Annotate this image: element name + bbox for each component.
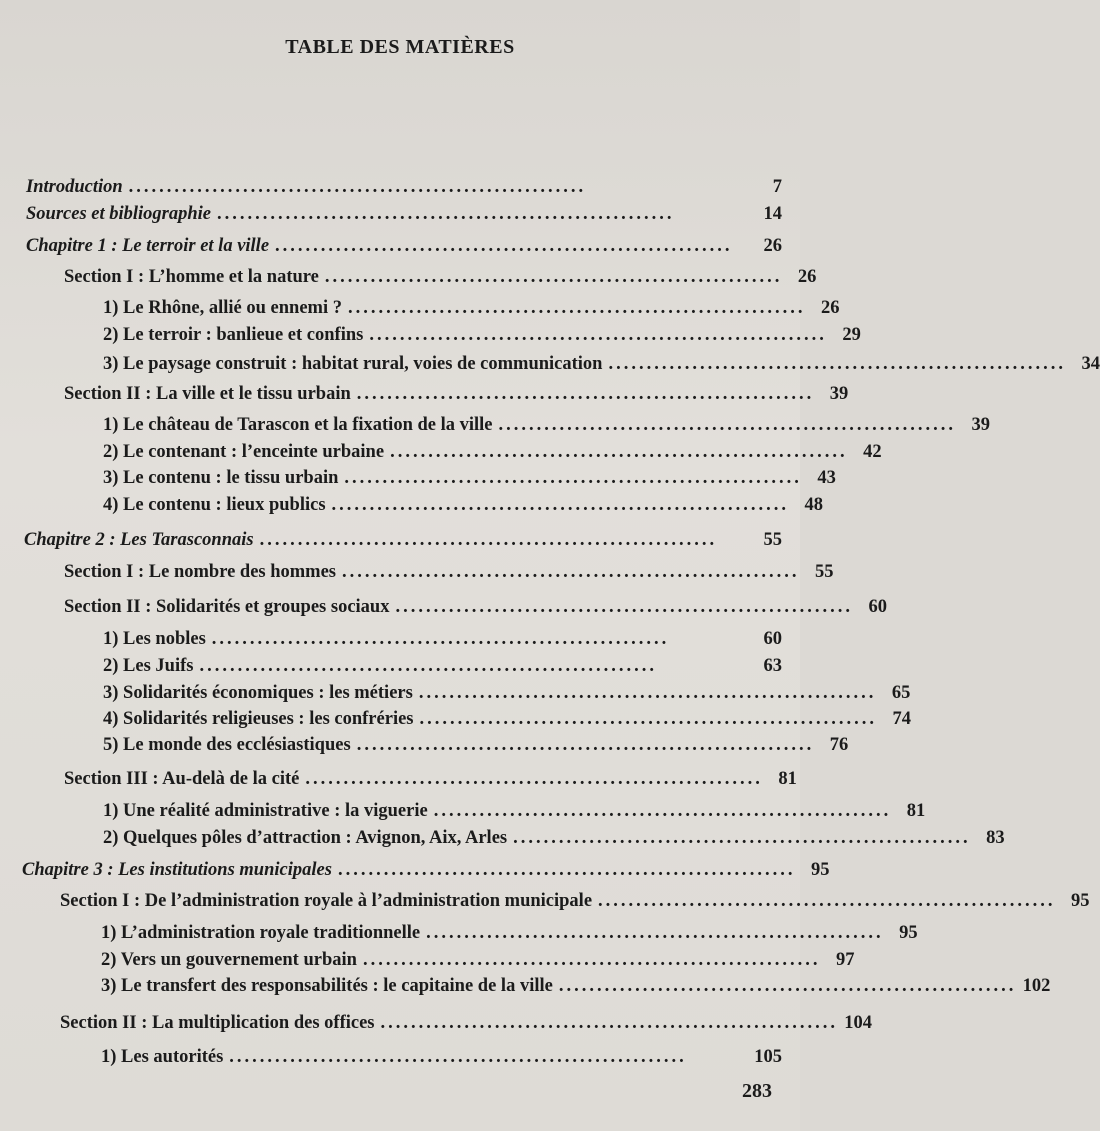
leader-dots: ............................................................ — [419, 709, 877, 729]
toc-entry-page: 26 — [820, 298, 840, 318]
toc-section — [64, 266, 817, 288]
toc-entry-label: Section III : Au-delà de la cité — [64, 769, 300, 789]
toc-item — [103, 353, 1100, 375]
toc-item — [103, 655, 782, 677]
toc-item — [103, 800, 926, 822]
leader-dots: ............................................................ — [331, 495, 790, 515]
toc-item — [103, 708, 911, 730]
leader-dots: ............................................................ — [433, 801, 892, 821]
toc-entry-label: 5) Le monde des ecclésiastiques — [103, 735, 351, 755]
toc-entry-label: 2) Le contenant : l’enceinte urbaine — [103, 442, 385, 462]
toc-entry-page: 60 — [868, 597, 887, 617]
toc-item — [103, 494, 824, 516]
toc-entry-label: 2) Quelques pôles d’attraction : Avignon, Aix, Arles — [103, 828, 508, 848]
leader-dots: ............................................................ — [259, 530, 718, 550]
toc-entry-page: 14 — [763, 204, 782, 224]
toc-item — [103, 441, 882, 463]
toc-entry-label: Section II : La multiplication des offices — [60, 1013, 375, 1033]
toc-entry-page: 39 — [829, 384, 849, 404]
toc-chapter — [26, 176, 782, 198]
toc-entry-page: 34 — [1081, 354, 1100, 374]
toc-item — [101, 1046, 782, 1068]
toc-entry-label: 3) Solidarités économiques : les métiers — [103, 683, 413, 703]
leader-dots: ............................................................ — [342, 562, 800, 582]
toc-entry-page: 63 — [763, 656, 782, 676]
leader-dots: ............................................................ — [558, 976, 1017, 996]
toc-entry-label: 4) Le contenu : lieux publics — [103, 495, 326, 515]
leader-dots: ............................................................ — [199, 656, 657, 676]
leader-dots: ............................................................ — [324, 267, 783, 287]
toc-section — [64, 768, 797, 790]
toc-entry-page: 97 — [835, 950, 855, 970]
leader-dots: ............................................................ — [356, 735, 815, 755]
toc-item — [103, 827, 1005, 849]
toc-entry-label: Section II : Solidarités et groupes sociaux — [64, 597, 390, 617]
toc-chapter — [24, 529, 782, 551]
leader-dots: ............................................................ — [390, 442, 848, 462]
toc-entry-page: 43 — [817, 468, 836, 488]
leader-dots: ............................................................ — [337, 860, 796, 880]
page-number: 283 — [742, 1080, 772, 1102]
toc-entry-label: 1) Les autorités — [101, 1047, 224, 1067]
toc-entry-label: Chapitre 1 : Le terroir et la ville — [26, 236, 270, 256]
toc-entry-label: Section I : L’homme et la nature — [64, 267, 319, 287]
toc-entry-page: 95 — [899, 923, 918, 943]
leader-dots: ............................................................ — [498, 415, 957, 435]
toc-entry-page: 42 — [863, 442, 882, 462]
toc-entry-page: 7 — [772, 177, 782, 197]
leader-dots: ............................................................ — [369, 325, 827, 345]
toc-entry-page: 48 — [804, 495, 824, 515]
toc-item — [103, 414, 991, 436]
toc-section — [60, 1012, 872, 1034]
toc-entry-page: 81 — [906, 801, 926, 821]
toc-section — [64, 596, 887, 618]
toc-entry-label: Introduction — [26, 177, 123, 197]
toc-entry-page: 95 — [1071, 891, 1090, 911]
toc-section — [64, 561, 834, 583]
toc-entry-page: 55 — [763, 530, 782, 550]
page-title: TABLE DES MATIÈRES — [285, 36, 515, 58]
toc-entry-page: 29 — [842, 325, 861, 345]
toc-entry-label: Chapitre 2 : Les Tarasconnais — [24, 530, 254, 550]
toc-entry-label: 2) Le terroir : banlieue et confins — [103, 325, 364, 345]
toc-entry-page: 26 — [763, 236, 782, 256]
toc-chapter — [26, 203, 782, 225]
toc-entry-page: 39 — [971, 415, 991, 435]
toc-entry-label: 1) Une réalité administrative : la viguerie — [103, 801, 428, 821]
leader-dots: ............................................................ — [305, 769, 763, 789]
leader-dots: ............................................................ — [275, 236, 733, 256]
toc-item — [103, 467, 836, 489]
toc-entry-page: 65 — [891, 683, 911, 703]
leader-dots: ............................................................ — [426, 923, 884, 943]
toc-entry-page: 104 — [844, 1013, 872, 1033]
toc-chapter — [26, 235, 782, 257]
toc-entry-label: 3) Le paysage construit : habitat rural, voies de communication — [103, 354, 603, 374]
leader-dots: ............................................................ — [347, 298, 806, 318]
leader-dots: ............................................................ — [211, 629, 670, 649]
toc-section — [60, 890, 1090, 912]
toc-item — [101, 949, 855, 971]
toc-item — [103, 734, 849, 756]
leader-dots: ............................................................ — [217, 204, 675, 224]
toc-item — [103, 682, 911, 704]
toc-entry-label: 1) Le Rhône, allié ou ennemi ? — [103, 298, 342, 318]
toc-item — [103, 297, 840, 319]
toc-entry-label: Chapitre 3 : Les institutions municipales — [22, 860, 332, 880]
toc-item — [103, 628, 782, 650]
toc-entry-page: 74 — [892, 709, 911, 729]
toc-entry-page: 83 — [986, 828, 1005, 848]
leader-dots: ............................................................ — [128, 177, 587, 197]
toc-chapter — [22, 859, 830, 881]
toc-entry-page: 81 — [778, 769, 797, 789]
toc-entry-page: 60 — [763, 629, 782, 649]
toc-entry-page: 105 — [754, 1047, 782, 1067]
toc-entry-page: 26 — [797, 267, 817, 287]
toc-entry-page: 102 — [1022, 976, 1051, 996]
toc-entry-label: Section I : De l’administration royale à l’administration municipale — [60, 891, 593, 911]
leader-dots: ............................................................ — [418, 683, 877, 703]
toc-entry-label: Section I : Le nombre des hommes — [64, 562, 337, 582]
toc-entry-label: 1) L’administration royale traditionnelle — [101, 923, 421, 943]
leader-dots: ............................................................ — [229, 1047, 687, 1067]
leader-dots: ............................................................ — [380, 1013, 838, 1033]
toc-entry-label: 1) Les nobles — [103, 629, 206, 649]
leader-dots: ............................................................ — [344, 468, 802, 488]
toc-entry-label: Section II : La ville et le tissu urbain — [64, 384, 351, 404]
toc-entry-label: 2) Les Juifs — [103, 656, 194, 676]
toc-item — [101, 922, 918, 944]
leader-dots: ............................................................ — [598, 891, 1056, 911]
toc-entry-label: 3) Le transfert des responsabilités : le capitaine de la ville — [101, 976, 553, 996]
leader-dots: ............................................................ — [513, 828, 971, 848]
leader-dots: ............................................................ — [608, 354, 1066, 374]
toc-entry-page: 76 — [829, 735, 849, 755]
toc-entry-label: 3) Le contenu : le tissu urbain — [103, 468, 339, 488]
toc-item — [101, 975, 1051, 997]
toc-entry-label: 4) Solidarités religieuses : les confréries — [103, 709, 414, 729]
toc-entry-label: Sources et bibliographie — [26, 204, 212, 224]
toc-entry-label: 1) Le château de Tarascon et la fixation de la ville — [103, 415, 493, 435]
toc-entry-label: 2) Vers un gouvernement urbain — [101, 950, 357, 970]
leader-dots: ............................................................ — [395, 597, 853, 617]
leader-dots: ............................................................ — [356, 384, 815, 404]
toc-item — [103, 324, 861, 346]
toc-section — [64, 383, 849, 405]
toc-entry-page: 55 — [815, 562, 834, 582]
leader-dots: ............................................................ — [362, 950, 821, 970]
toc-entry-page: 95 — [810, 860, 830, 880]
